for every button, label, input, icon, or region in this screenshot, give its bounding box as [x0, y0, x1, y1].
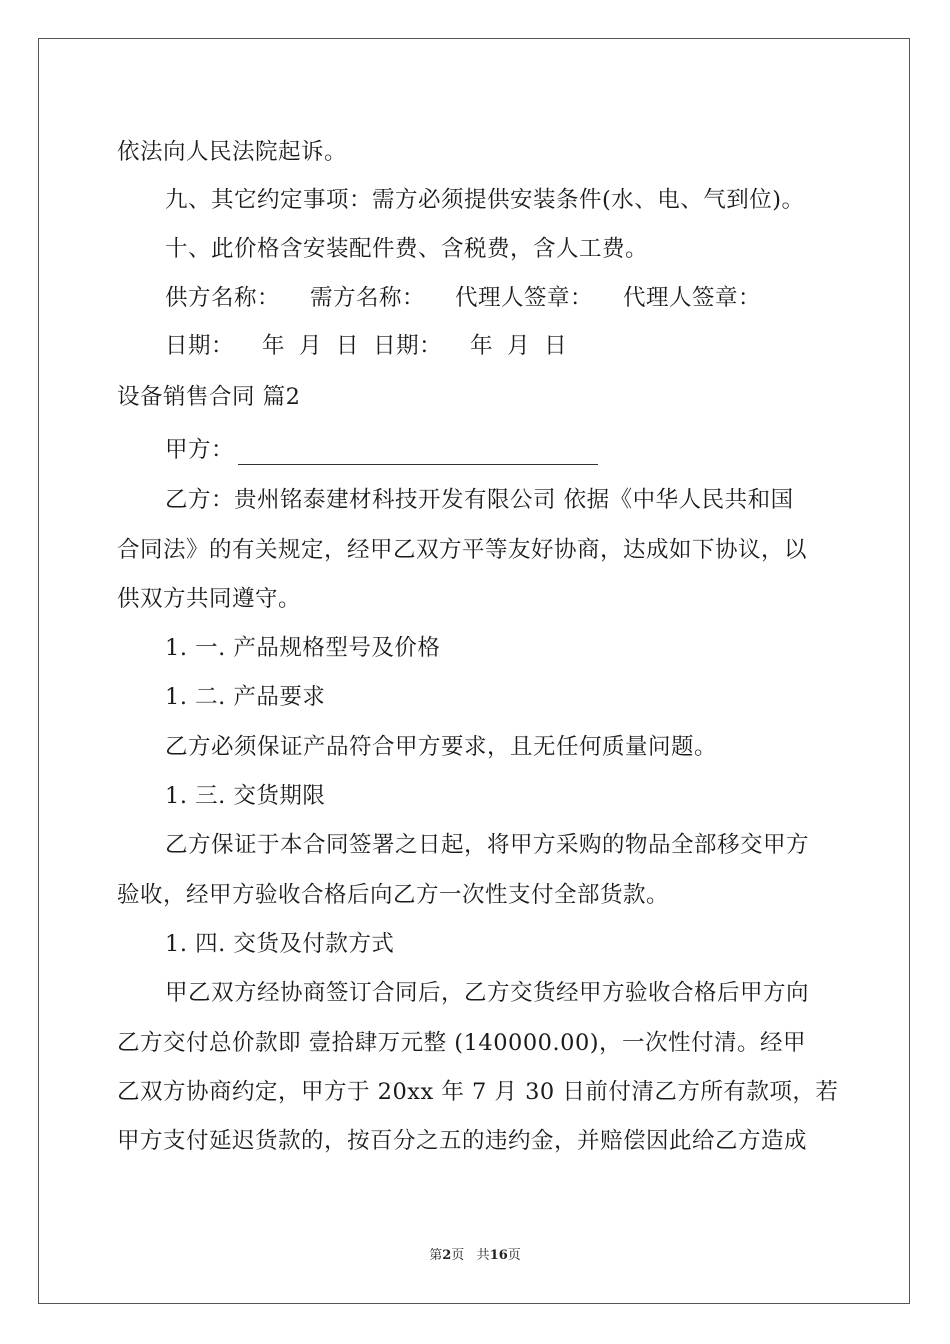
- month-label: 月: [299, 333, 323, 359]
- text-line: 合同法》的有关规定，经甲乙双方平等友好协商，达成如下协议，以: [117, 537, 808, 563]
- text-line: 依法向人民法院起诉。: [117, 139, 348, 165]
- footer-prefix: 第: [429, 1248, 443, 1263]
- year-label: 年: [470, 333, 494, 359]
- text-line: 十、此价格含安装配件费、含税费，含人工费。: [165, 236, 649, 262]
- clause-heading: 1. 四. 交货及付款方式: [165, 931, 395, 957]
- text-line: 乙方保证于本合同签署之日起，将甲方采购的物品全部移交甲方: [165, 832, 810, 858]
- total-page-count: 16: [489, 1248, 508, 1263]
- day-label: 日: [336, 333, 360, 359]
- date-line: [165, 331, 567, 361]
- clause-heading: 1. 一. 产品规格型号及价格: [165, 635, 441, 661]
- agent-signature-label: 代理人签章：: [455, 285, 594, 311]
- year-label: 年: [262, 333, 286, 359]
- date-label: 日期：: [373, 333, 443, 359]
- text-line: 乙方必须保证产品符合甲方要求，且无任何质量问题。: [165, 734, 718, 760]
- party-a-label: 甲方：: [165, 437, 235, 463]
- month-label: 月: [507, 333, 531, 359]
- footer-total-suffix: 页: [507, 1248, 521, 1263]
- text-line: 乙双方协商约定，甲方于 20xx 年 7 月 30 日前付清乙方所有款项，若: [117, 1079, 839, 1105]
- signature-labels-line: [165, 283, 761, 313]
- supplier-name-label: 供方名称：: [165, 285, 281, 311]
- party-a-blank-field: [238, 440, 598, 465]
- text-line: 甲乙双方经协商签订合同后，乙方交货经甲方验收合格后甲方向: [165, 980, 810, 1006]
- text-line: 乙方交付总价款即 壹拾肆万元整 (140000.00)，一次性付清。经甲: [117, 1030, 807, 1056]
- party-a-line: [165, 435, 598, 465]
- text-line: 九、其它约定事项：需方必须提供安装条件(水、电、气到位)。: [165, 187, 805, 213]
- clause-heading: 1. 二. 产品要求: [165, 684, 326, 710]
- footer-page-suffix: 页: [451, 1248, 465, 1263]
- buyer-name-label: 需方名称：: [310, 285, 426, 311]
- agent-signature-label: 代理人签章：: [623, 285, 762, 311]
- day-label: 日: [544, 333, 568, 359]
- clause-heading: 1. 三. 交货期限: [165, 783, 326, 809]
- section-heading: 设备销售合同 篇2: [117, 384, 301, 410]
- page-border: [38, 38, 910, 1304]
- current-page-number: 2: [442, 1248, 452, 1263]
- footer-total-prefix: 共: [476, 1248, 490, 1263]
- text-line: 供双方共同遵守。: [117, 586, 302, 612]
- text-line: 验收，经甲方验收合格后向乙方一次性支付全部货款。: [117, 882, 670, 908]
- page-footer: [0, 1244, 950, 1263]
- text-line: 乙方：贵州铭泰建材科技开发有限公司 依据《中华人民共和国: [165, 487, 794, 513]
- text-line: 甲方支付延迟货款的，按百分之五的违约金，并赔偿因此给乙方造成: [117, 1128, 808, 1154]
- date-label: 日期：: [165, 333, 235, 359]
